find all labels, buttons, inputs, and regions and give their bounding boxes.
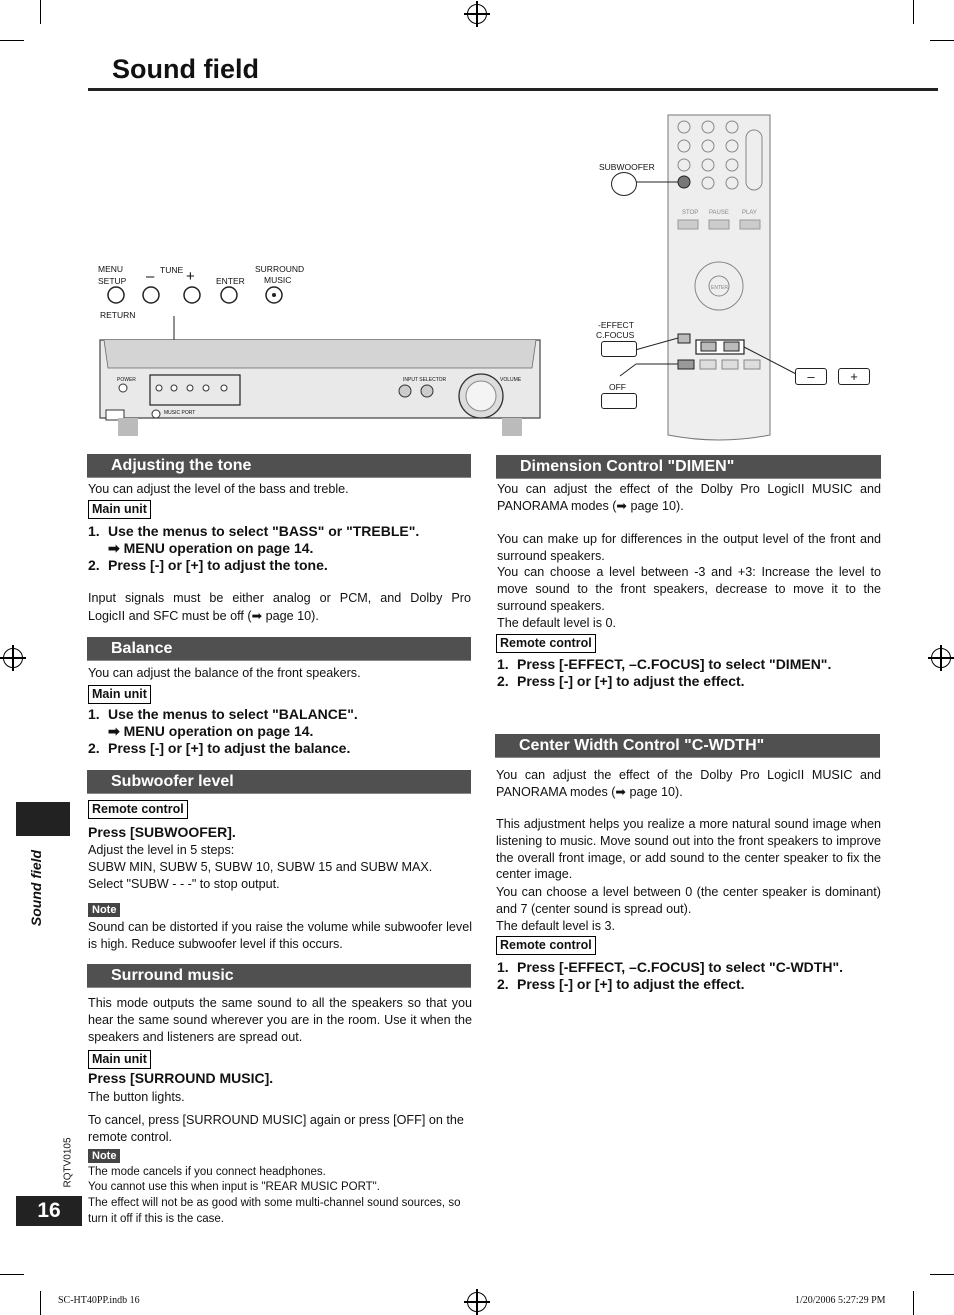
side-label [18,840,68,930]
note-badge: Note [88,1149,120,1163]
power-label: POWER [117,377,136,383]
balance-step-2-text: Press [-] or [+] to adjust the balance. [108,740,351,756]
dimen-p2: You can make up for differences in the output level of the front and surround speakers. [497,532,881,563]
surround-note-3: The effect will not be as good with some multi-channel sound sources, so turn it off if this is the case. [88,1197,461,1225]
subwoofer-callout-label: SUBWOOFER [599,162,655,172]
tone-intro: You can adjust the level of the bass and treble. [88,482,349,496]
remote-control-tag: Remote control [496,634,596,653]
off-callout-label: OFF [609,382,626,392]
remote-control-tag: Remote control [88,800,188,819]
section-heading-dimen: Dimension Control "DIMEN" [496,455,881,479]
section-heading-surround: Surround music [87,964,471,988]
tone-step-2: 2. Press [-] or [+] to adjust the tone. [88,557,328,573]
effect-cfocus-button[interactable] [601,341,637,357]
dimen-step-2: 2. Press [-] or [+] to adjust the effect. [497,673,745,689]
tone-step-1: 1. Use the menus to select "BASS" or "TREBLE". [88,523,420,539]
subwoofer-press: Press [SUBWOOFER]. [88,824,236,840]
cwdth-p1: You can adjust the effect of the Dolby Pro LogicII MUSIC and PANORAMA modes (➡ page 10). [496,768,881,799]
footer-timestamp: 1/20/2006 5:27:29 PM [795,1295,886,1306]
return-label: RETURN [100,310,136,320]
dimen-step-2-text: Press [-] or [+] to adjust the effect. [517,673,745,689]
surround-cancel: To cancel, press [SURROUND MUSIC] again or press [OFF] on the remote control. [88,1113,464,1144]
side-tab [16,802,70,836]
effect-callout-label: -EFFECT [598,320,634,330]
section-heading-tone: Adjusting the tone [87,454,471,478]
section-heading-cwdth: Center Width Control "C-WDTH" [495,734,880,758]
cwdth-p2: This adjustment helps you realize a more natural sound image when listening to music. Move sound out into the front speakers to improve the overall front image, or add sound to the center speaker to fix the center image. [496,817,881,882]
surround-lights: The button lights. [88,1090,185,1104]
main-unit-tag: Main unit [88,685,151,704]
main-unit-tag: Main unit [88,1050,151,1069]
tone-step-1-text: Use the menus to select "BASS" or "TREBLE". [108,523,420,539]
dimen-p3: You can choose a level between -3 and +3: Increase the level to move sound to the front speakers, decrease to move it to the surround speakers. [497,565,881,613]
main-unit-illustration [90,260,550,440]
crop-mark [0,40,24,41]
remote-illustration [598,110,878,442]
cwdth-step-1: 1. Press [-EFFECT, –C.FOCUS] to select "C-WDTH". [497,959,843,975]
balance-step-1: 1. Use the menus to select "BALANCE". [88,706,358,722]
tone-note-line-1: Input signals must be either analog or PCM, and Dolby Pro [88,591,471,605]
cwdth-p3: You can choose a level between 0 (the center speaker is dominant) and 7 (center sound is spread out). [496,885,881,916]
balance-step-2: 2. Press [-] or [+] to adjust the balance. [88,740,351,756]
minus-button[interactable]: – [795,368,827,385]
balance-intro: You can adjust the balance of the front speakers. [88,666,361,680]
input-selector-label: INPUT SELECTOR [403,377,447,383]
remote-enter-label: ENTER [711,285,728,291]
tune-minus-label: – [146,268,155,285]
registration-mark-icon [467,4,487,24]
tone-note-line-2: LogicII and SFC must be off (➡ page 10). [88,609,319,623]
crop-mark [40,0,41,24]
music-port-label: MUSIC PORT [164,410,196,416]
surround-note-2: You cannot use this when input is "REAR MUSIC PORT". [88,1181,380,1193]
page-number: 16 [16,1196,82,1226]
crop-mark [930,1274,954,1275]
crop-mark [913,0,914,24]
tune-plus-label: + [186,268,195,285]
crop-mark [0,1274,24,1275]
stop-label: STOP [682,210,699,216]
music-label: MUSIC [264,275,292,285]
tone-step-1-ref: ➡ MENU operation on page 14. [108,540,314,556]
crop-mark [913,1291,914,1315]
note-badge: Note [88,903,120,917]
menu-label: MENU [98,264,124,274]
volume-label: VOLUME [500,377,522,383]
subwoofer-line-2: SUBW MIN, SUBW 5, SUBW 10, SUBW 15 and SUBW MAX. [88,860,433,874]
dimen-step-1: 1. Press [-EFFECT, –C.FOCUS] to select "DIMEN". [497,656,832,672]
registration-mark-icon [3,648,23,668]
title-rule [88,88,938,91]
page-title: Sound field [112,54,259,84]
play-label: PLAY [742,210,757,216]
tone-step-2-text: Press [-] or [+] to adjust the tone. [108,557,328,573]
subwoofer-note: Sound can be distorted if you raise the volume while subwoofer level is high. Reduce subwoofer level if this occurs. [88,920,472,951]
cfocus-callout-label: C.FOCUS [596,330,635,340]
surround-intro: This mode outputs the same sound to all the speakers so that you hear the same sound wherever you are in the room. Use it when the speakers and listeners are spread out. [88,996,472,1044]
surround-press: Press [SURROUND MUSIC]. [88,1070,274,1086]
crop-mark [930,40,954,41]
registration-mark-icon [467,1292,487,1312]
section-heading-subwoofer: Subwoofer level [87,770,471,794]
surround-label: SURROUND [255,264,305,274]
subwoofer-line-3: Select "SUBW - - -" to stop output. [88,877,280,891]
subwoofer-button[interactable] [611,172,637,196]
cwdth-step-1-text: Press [-EFFECT, –C.FOCUS] to select "C-WDTH". [517,959,843,975]
remote-control-tag: Remote control [496,936,596,955]
doc-code-text: RQTV0105 [62,1137,74,1188]
dimen-step-1-text: Press [-EFFECT, –C.FOCUS] to select "DIMEN". [517,656,832,672]
off-button[interactable] [601,393,637,409]
side-label-text: Sound field [28,849,45,927]
doc-code [58,1135,88,1190]
setup-label: SETUP [98,276,127,286]
section-heading-balance: Balance [87,637,471,661]
pause-label: PAUSE [709,210,729,216]
registration-mark-icon [931,648,951,668]
tune-label: TUNE [160,265,184,275]
footer-file: SC-HT40PP.indb 16 [58,1295,140,1306]
balance-step-1-ref: ➡ MENU operation on page 14. [108,723,314,739]
enter-label: ENTER [216,276,245,286]
subwoofer-line-1: Adjust the level in 5 steps: [88,843,235,857]
crop-mark [40,1291,41,1315]
cwdth-step-2: 2. Press [-] or [+] to adjust the effect. [497,976,745,992]
main-unit-tag: Main unit [88,500,151,519]
cwdth-p4: The default level is 3. [496,919,616,933]
plus-button[interactable]: + [838,368,870,385]
surround-note-1: The mode cancels if you connect headphones. [88,1166,326,1178]
balance-step-1-text: Use the menus to select "BALANCE". [108,706,358,722]
dimen-p1: You can adjust the effect of the Dolby Pro LogicII MUSIC and PANORAMA modes (➡ page 10). [497,482,881,513]
dimen-p4: The default level is 0. [497,616,617,630]
cwdth-step-2-text: Press [-] or [+] to adjust the effect. [517,976,745,992]
